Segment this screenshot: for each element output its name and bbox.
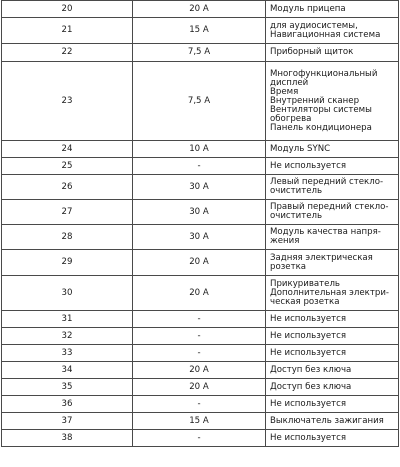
fuse-number: 35 bbox=[2, 379, 133, 396]
table-row bbox=[2, 345, 399, 362]
fuse-description: Модуль SYNC bbox=[266, 141, 399, 158]
fuse-description: Выключатель зажигания bbox=[266, 413, 399, 430]
table-row bbox=[2, 379, 399, 396]
fuse-number: 38 bbox=[2, 430, 133, 447]
fuse-number: 34 bbox=[2, 362, 133, 379]
fuse-number: 22 bbox=[2, 44, 133, 62]
fuse-number: 24 bbox=[2, 141, 133, 158]
table-row bbox=[2, 362, 399, 379]
table-row bbox=[2, 141, 399, 158]
table-row bbox=[2, 200, 399, 225]
fuse-table-body bbox=[2, 1, 399, 447]
fuse-description: Правый передний стекло- очиститель bbox=[266, 200, 399, 225]
fuse-table bbox=[1, 0, 399, 447]
fuse-number: 31 bbox=[2, 311, 133, 328]
table-row bbox=[2, 1, 399, 18]
fuse-number: 21 bbox=[2, 18, 133, 44]
fuse-description: Модуль прицепа bbox=[266, 1, 399, 18]
table-row bbox=[2, 328, 399, 345]
fuse-amperage: - bbox=[133, 396, 266, 413]
fuse-amperage: 30 A bbox=[133, 225, 266, 250]
fuse-number: 30 bbox=[2, 276, 133, 311]
fuse-number: 26 bbox=[2, 175, 133, 200]
fuse-description: Доступ без ключа bbox=[266, 379, 399, 396]
fuse-number: 23 bbox=[2, 62, 133, 141]
fuse-number: 37 bbox=[2, 413, 133, 430]
fuse-amperage: - bbox=[133, 345, 266, 362]
fuse-description: Не используется bbox=[266, 396, 399, 413]
table-row bbox=[2, 18, 399, 44]
fuse-amperage: 30 A bbox=[133, 200, 266, 225]
table-row bbox=[2, 44, 399, 62]
fuse-amperage: 15 A bbox=[133, 18, 266, 44]
fuse-amperage: 7,5 A bbox=[133, 62, 266, 141]
table-row bbox=[2, 225, 399, 250]
fuse-number: 36 bbox=[2, 396, 133, 413]
fuse-amperage: 15 A bbox=[133, 413, 266, 430]
table-row bbox=[2, 413, 399, 430]
fuse-amperage: 7,5 A bbox=[133, 44, 266, 62]
fuse-description: Не используется bbox=[266, 430, 399, 447]
fuse-description: Не используется bbox=[266, 328, 399, 345]
fuse-amperage: 20 A bbox=[133, 379, 266, 396]
fuse-number: 33 bbox=[2, 345, 133, 362]
fuse-amperage: 30 A bbox=[133, 175, 266, 200]
fuse-description: Не используется bbox=[266, 158, 399, 175]
fuse-amperage: - bbox=[133, 311, 266, 328]
fuse-number: 28 bbox=[2, 225, 133, 250]
fuse-description: Не используется bbox=[266, 311, 399, 328]
fuse-number: 25 bbox=[2, 158, 133, 175]
table-row bbox=[2, 175, 399, 200]
fuse-amperage: 10 A bbox=[133, 141, 266, 158]
table-row bbox=[2, 250, 399, 276]
fuse-amperage: 20 A bbox=[133, 250, 266, 276]
fuse-amperage: 20 A bbox=[133, 362, 266, 379]
fuse-amperage: - bbox=[133, 430, 266, 447]
table-row bbox=[2, 430, 399, 447]
table-row bbox=[2, 62, 399, 141]
fuse-description: Доступ без ключа bbox=[266, 362, 399, 379]
fuse-description: Не используется bbox=[266, 345, 399, 362]
table-row bbox=[2, 396, 399, 413]
fuse-description: для аудиосистемы, Навигационная система bbox=[266, 18, 399, 44]
fuse-description: Приборный щиток bbox=[266, 44, 399, 62]
fuse-amperage: 20 A bbox=[133, 1, 266, 18]
table-row bbox=[2, 158, 399, 175]
fuse-amperage: - bbox=[133, 158, 266, 175]
fuse-amperage: 20 A bbox=[133, 276, 266, 311]
fuse-description: Задняя электрическая розетка bbox=[266, 250, 399, 276]
fuse-number: 20 bbox=[2, 1, 133, 18]
fuse-number: 27 bbox=[2, 200, 133, 225]
fuse-amperage: - bbox=[133, 328, 266, 345]
fuse-number: 29 bbox=[2, 250, 133, 276]
fuse-description: Модуль качества напря- жения bbox=[266, 225, 399, 250]
table-row bbox=[2, 276, 399, 311]
fuse-number: 32 bbox=[2, 328, 133, 345]
fuse-description: Многофункциональный дисплей Время Внутренний сканер Вентиляторы системы обогрева Панель кондиционера bbox=[266, 62, 399, 141]
fuse-description: Левый передний стекло- очиститель bbox=[266, 175, 399, 200]
fuse-description: Прикуриватель Дополнительная электри- ческая розетка bbox=[266, 276, 399, 311]
table-row bbox=[2, 311, 399, 328]
